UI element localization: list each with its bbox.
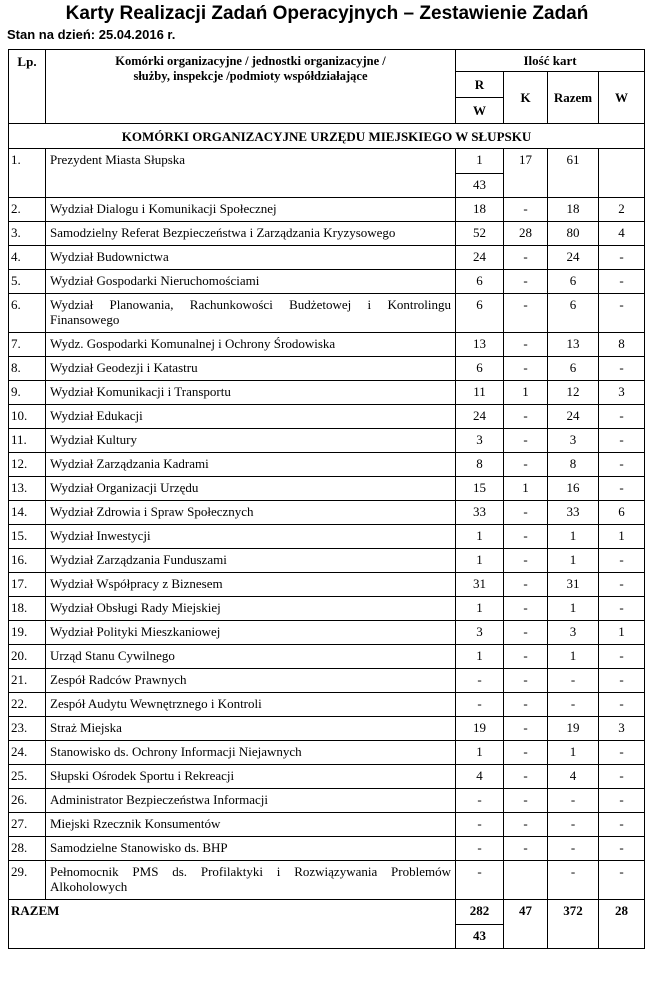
row-lp: 10. (9, 405, 46, 429)
row-name: Wydział Budownictwa (46, 246, 456, 270)
table-row (9, 405, 645, 429)
row-r: - (456, 813, 504, 837)
row-razem: 1 (548, 597, 599, 621)
row-w: - (599, 765, 645, 789)
row-k: - (504, 741, 548, 765)
row-name: Wydział Organizacji Urzędu (46, 477, 456, 501)
row-razem: 8 (548, 453, 599, 477)
row-w: 1 (599, 525, 645, 549)
row-razem: 16 (548, 477, 599, 501)
row-name: Zespół Audytu Wewnętrznego i Kontroli (46, 693, 456, 717)
table-row (9, 381, 645, 405)
row-k: - (504, 198, 548, 222)
row-razem: 18 (548, 198, 599, 222)
row-name: Wydział Planowania, Rachunkowości Budżetowej i Kontrolingu Finansowego (46, 294, 456, 333)
row-lp: 5. (9, 270, 46, 294)
row-r: 19 (456, 717, 504, 741)
row-name: Wydział Komunikacji i Transportu (46, 381, 456, 405)
row-r: 1 (456, 645, 504, 669)
header-k: K (504, 72, 548, 124)
row-razem: - (548, 669, 599, 693)
header-w: W (599, 72, 645, 124)
table-row (9, 597, 645, 621)
row-r: - (456, 693, 504, 717)
row-lp: 26. (9, 789, 46, 813)
section-title: KOMÓRKI ORGANIZACYJNE URZĘDU MIEJSKIEGO W SŁUPSKU (9, 124, 645, 149)
row-r: 4 (456, 765, 504, 789)
row-r: 8 (456, 453, 504, 477)
header-razem: Razem (548, 72, 599, 124)
row-razem: 6 (548, 270, 599, 294)
total-r-w: 43 (456, 925, 504, 949)
row-r: 24 (456, 405, 504, 429)
row-w (599, 149, 645, 198)
row-lp: 17. (9, 573, 46, 597)
row-w: 2 (599, 198, 645, 222)
row-lp: 21. (9, 669, 46, 693)
row-lp: 7. (9, 333, 46, 357)
table-row (9, 669, 645, 693)
date-line: Stan na dzień: 25.04.2016 r. (7, 27, 176, 42)
row-lp: 12. (9, 453, 46, 477)
row-razem: - (548, 693, 599, 717)
row-lp: 20. (9, 645, 46, 669)
row-w: - (599, 573, 645, 597)
row-razem: 31 (548, 573, 599, 597)
row-name: Zespół Radców Prawnych (46, 669, 456, 693)
row-w: - (599, 669, 645, 693)
row-razem: 4 (548, 765, 599, 789)
table-row (9, 357, 645, 381)
table-row (9, 573, 645, 597)
row-k: - (504, 525, 548, 549)
row-name: Wydział Zarządzania Funduszami (46, 549, 456, 573)
row-w: - (599, 861, 645, 900)
row-lp: 29. (9, 861, 46, 900)
table-row (9, 525, 645, 549)
row-lp: 18. (9, 597, 46, 621)
row-r: 11 (456, 381, 504, 405)
table-row (9, 333, 645, 357)
row-name: Wydział Zdrowia i Spraw Społecznych (46, 501, 456, 525)
row-k: - (504, 669, 548, 693)
table-row (9, 501, 645, 525)
row-k: - (504, 621, 548, 645)
total-k: 47 (504, 900, 548, 949)
row-lp: 1. (9, 149, 46, 198)
row-razem: - (548, 861, 599, 900)
row-name: Pełnomocnik PMS ds. Profilaktyki i Rozwiązywania Problemów Alkoholowych (46, 861, 456, 900)
row-r: 1 (456, 597, 504, 621)
table-row (9, 270, 645, 294)
row-name: Wydział Polityki Mieszkaniowej (46, 621, 456, 645)
row-k: - (504, 453, 548, 477)
row-razem: 1 (548, 741, 599, 765)
row-razem: 6 (548, 357, 599, 381)
table-row (9, 453, 645, 477)
row-lp: 4. (9, 246, 46, 270)
table-row (9, 741, 645, 765)
row-name: Administrator Bezpieczeństwa Informacji (46, 789, 456, 813)
row-w: - (599, 453, 645, 477)
row-r: 1 (456, 549, 504, 573)
row-name: Wydz. Gospodarki Komunalnej i Ochrony Środowiska (46, 333, 456, 357)
row-lp: 8. (9, 357, 46, 381)
row-name: Wydział Obsługi Rady Miejskiej (46, 597, 456, 621)
row-r: - (456, 789, 504, 813)
table-row (9, 222, 645, 246)
table-row (9, 246, 645, 270)
row-razem: - (548, 837, 599, 861)
row-w: - (599, 270, 645, 294)
header-lp: Lp. (9, 50, 46, 124)
table-row (9, 717, 645, 741)
row-razem: 33 (548, 501, 599, 525)
row-r: 33 (456, 501, 504, 525)
total-w: 28 (599, 900, 645, 949)
row-r: 1 (456, 525, 504, 549)
row-w: - (599, 477, 645, 501)
row-k: - (504, 765, 548, 789)
row-lp: 2. (9, 198, 46, 222)
row-name: Wydział Kultury (46, 429, 456, 453)
row-r: 1 (456, 741, 504, 765)
row-lp: 22. (9, 693, 46, 717)
total-row (9, 900, 645, 925)
row-w: - (599, 597, 645, 621)
row-razem: 6 (548, 294, 599, 333)
row-lp: 13. (9, 477, 46, 501)
table-row (9, 477, 645, 501)
header-r-w: W (456, 98, 504, 124)
row-lp: 9. (9, 381, 46, 405)
row-name: Wydział Współpracy z Biznesem (46, 573, 456, 597)
table-row (9, 294, 645, 333)
row-w: - (599, 357, 645, 381)
total-r: 282 (456, 900, 504, 925)
row-r: - (456, 861, 504, 900)
row-w: 3 (599, 381, 645, 405)
row-k: - (504, 270, 548, 294)
table-row (9, 837, 645, 861)
row-k: - (504, 837, 548, 861)
row-name: Wydział Geodezji i Katastru (46, 357, 456, 381)
row-razem: 12 (548, 381, 599, 405)
row-razem: 13 (548, 333, 599, 357)
row-k: 17 (504, 149, 548, 198)
row-lp: 3. (9, 222, 46, 246)
row-k: - (504, 294, 548, 333)
row-r: 6 (456, 270, 504, 294)
row-r: - (456, 837, 504, 861)
table-row (9, 621, 645, 645)
row-name: Prezydent Miasta Słupska (46, 149, 456, 198)
row-w: 6 (599, 501, 645, 525)
row-r: 1 (456, 149, 504, 174)
row-k: - (504, 501, 548, 525)
row-lp: 27. (9, 813, 46, 837)
total-label: RAZEM (9, 900, 456, 949)
row-razem: - (548, 813, 599, 837)
row-name: Urząd Stanu Cywilnego (46, 645, 456, 669)
cards-table (8, 49, 645, 949)
row-r: 15 (456, 477, 504, 501)
row-lp: 16. (9, 549, 46, 573)
row-lp: 19. (9, 621, 46, 645)
row-name: Straż Miejska (46, 717, 456, 741)
row-k: - (504, 645, 548, 669)
row-r: 6 (456, 357, 504, 381)
row-r: 13 (456, 333, 504, 357)
table-row (9, 549, 645, 573)
row-k: - (504, 813, 548, 837)
row-lp: 14. (9, 501, 46, 525)
row-r: 52 (456, 222, 504, 246)
row-name: Wydział Gospodarki Nieruchomościami (46, 270, 456, 294)
table-row (9, 693, 645, 717)
row-lp: 25. (9, 765, 46, 789)
row-name: Wydział Inwestycji (46, 525, 456, 549)
row-w: - (599, 246, 645, 270)
row-w: - (599, 405, 645, 429)
row-k (504, 861, 548, 900)
row-lp: 15. (9, 525, 46, 549)
row-razem: 80 (548, 222, 599, 246)
table-row (9, 861, 645, 900)
table-row (9, 149, 645, 174)
row-r: 18 (456, 198, 504, 222)
row-w: - (599, 813, 645, 837)
row-lp: 6. (9, 294, 46, 333)
row-w: - (599, 693, 645, 717)
row-w: 1 (599, 621, 645, 645)
table-row (9, 429, 645, 453)
row-lp: 28. (9, 837, 46, 861)
row-k: 28 (504, 222, 548, 246)
row-r: 6 (456, 294, 504, 333)
row-razem: 19 (548, 717, 599, 741)
total-razem: 372 (548, 900, 599, 949)
row-w: - (599, 645, 645, 669)
row-w: 8 (599, 333, 645, 357)
row-name: Stanowisko ds. Ochrony Informacji Niejawnych (46, 741, 456, 765)
row-name: Miejski Rzecznik Konsumentów (46, 813, 456, 837)
header-unit: Komórki organizacyjne / jednostki organizacyjne / służby, inspekcje /podmioty współdziałające (46, 50, 456, 124)
row-razem: 24 (548, 246, 599, 270)
row-r: 3 (456, 621, 504, 645)
row-razem: 1 (548, 525, 599, 549)
row-name: Samodzielny Referat Bezpieczeństwa i Zarządzania Kryzysowego (46, 222, 456, 246)
row-w: - (599, 429, 645, 453)
header-r: R (456, 72, 504, 98)
row-r: 31 (456, 573, 504, 597)
row-r: 3 (456, 429, 504, 453)
row-w: - (599, 741, 645, 765)
row-lp: 23. (9, 717, 46, 741)
row-k: - (504, 693, 548, 717)
row-r-w: 43 (456, 174, 504, 198)
row-name: Wydział Dialogu i Komunikacji Społecznej (46, 198, 456, 222)
row-razem: 3 (548, 621, 599, 645)
row-w: - (599, 549, 645, 573)
table-row (9, 765, 645, 789)
row-w: 4 (599, 222, 645, 246)
table-row (9, 198, 645, 222)
row-k: - (504, 549, 548, 573)
row-razem: 1 (548, 645, 599, 669)
table-row (9, 789, 645, 813)
row-k: - (504, 333, 548, 357)
row-k: - (504, 573, 548, 597)
row-r: - (456, 669, 504, 693)
row-k: - (504, 246, 548, 270)
row-w: - (599, 294, 645, 333)
row-razem: 61 (548, 149, 599, 198)
row-k: - (504, 429, 548, 453)
row-w: - (599, 837, 645, 861)
row-razem: 24 (548, 405, 599, 429)
row-k: - (504, 597, 548, 621)
header-cards: Ilość kart (456, 50, 645, 72)
page-title: Karty Realizacji Zadań Operacyjnych – Zestawienie Zadań (65, 3, 589, 24)
table-row (9, 645, 645, 669)
row-razem: 3 (548, 429, 599, 453)
row-lp: 24. (9, 741, 46, 765)
row-k: 1 (504, 477, 548, 501)
row-w: - (599, 789, 645, 813)
row-razem: 1 (548, 549, 599, 573)
row-razem: - (548, 789, 599, 813)
row-name: Samodzielne Stanowisko ds. BHP (46, 837, 456, 861)
row-lp: 11. (9, 429, 46, 453)
row-k: - (504, 405, 548, 429)
row-name: Wydział Edukacji (46, 405, 456, 429)
row-name: Słupski Ośrodek Sportu i Rekreacji (46, 765, 456, 789)
row-k: 1 (504, 381, 548, 405)
row-r: 24 (456, 246, 504, 270)
table-row (9, 813, 645, 837)
row-k: - (504, 789, 548, 813)
row-k: - (504, 717, 548, 741)
table-body (9, 124, 645, 949)
row-name: Wydział Zarządzania Kadrami (46, 453, 456, 477)
row-k: - (504, 357, 548, 381)
row-w: 3 (599, 717, 645, 741)
